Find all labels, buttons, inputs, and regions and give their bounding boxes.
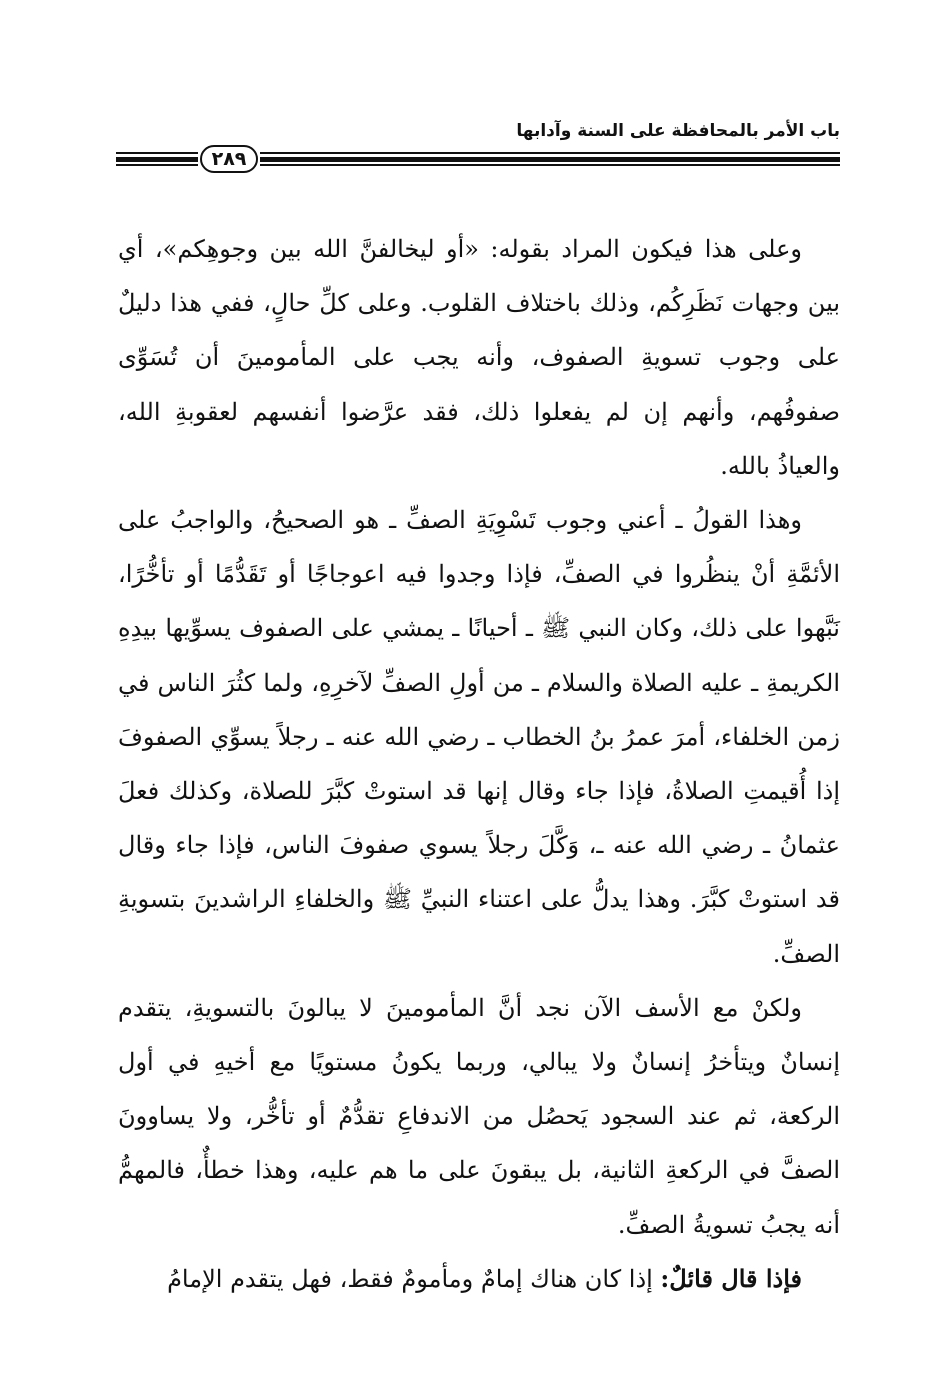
- header-rule-right: [260, 152, 840, 166]
- paragraph-3: ولكنْ مع الأسف الآن نجد أنَّ المأمومينَ لا يبالونَ بالتسويةِ، يتقدم إنسانٌ ويتأخرُ إنسانٌ ولا يبالي، وربما يكونُ مستويًا مع أخيهِ في أول الركعة، ثم عند السجود يَحصُل من الاندفاعِ تقدُّمٌ أو تأخُّر، ولا يساوونَ الصفَّ في الركعةِ الثانية، بل يبقونَ على ما هم عليه، وهذا خطأٌ، فالمهمُّ أنه يجبُ تسويةُ الصفِّ.: [118, 993, 840, 1239]
- paragraph-2: وهذا القولُ ـ أعني وجوب تَسْوِيَةِ الصفِّ ـ هو الصحيحُ، والواجبُ على الأئمَّةِ أنْ ينظُروا في الصفِّ، فإذا وجدوا فيه اعوجاجًا أو تَقَدُّمًا أو تأخُّرًا، نَبَّهوا على ذلك، وكان النبي ﷺ ـ أحيانًا ـ يمشي على الصفوف يسوِّيها بيدِهِ الكريمةِ ـ عليه الصلاة والسلام ـ من أولِ الصفِّ لآخرِهِ، ولما كثُرَ الناس في زمن الخلفاء، أمرَ عمرُ بنُ الخطاب ـ رضي الله عنه ـ رجلاً يسوِّي الصفوفَ إذا أُقيمتِ الصلاةُ، فإذا جاء وقال إنها قد استوتْ كبَّرَ للصلاة، وكذلك فعلَ عثمانُ ـ رضي الله عنه ـ، وَكَّلَ رجلاً يسوي صفوفَ الناس، فإذا جاء وقال قد استوتْ كبَّرَ. وهذا يدلُّ على اعتناء النبيِّ ﷺ والخلفاءِ الراشدينَ بتسويةِ الصفِّ.: [118, 506, 840, 968]
- paragraph-1: وعلى هذا فيكون المراد بقوله: «أو ليخالفنَّ الله بين وجوهِكم»، أي بين وجهات نَظَرِكُم، وذلك باختلاف القلوب. وعلى كلِّ حالٍ، ففي هذا دليلٌ على وجوب تسويةِ الصفوف، وأنه يجب على المأمومينَ أن تُسَوِّى صفوفُهم، وأنهم إن لم يفعلوا ذلك، فقد عرَّضوا أنفسهم لعقوبةِ الله، والعياذُ بالله.: [118, 235, 840, 480]
- header-rule-left: [116, 152, 198, 166]
- body-text: [118, 222, 840, 1306]
- paragraph-4-text: إذا كان هناك إمامٌ ومأمومٌ فقط، فهل يتقدم الإمامُ: [167, 1264, 661, 1293]
- page-number: ٢٨٩: [200, 145, 258, 173]
- paragraph-4-lead: فإذا قال قائلٌ:: [660, 1263, 802, 1293]
- chapter-title: باب الأمر بالمحافظة على السنة وآدابها: [516, 121, 840, 141]
- page-header: [116, 120, 840, 180]
- paragraph-4: [118, 1252, 840, 1306]
